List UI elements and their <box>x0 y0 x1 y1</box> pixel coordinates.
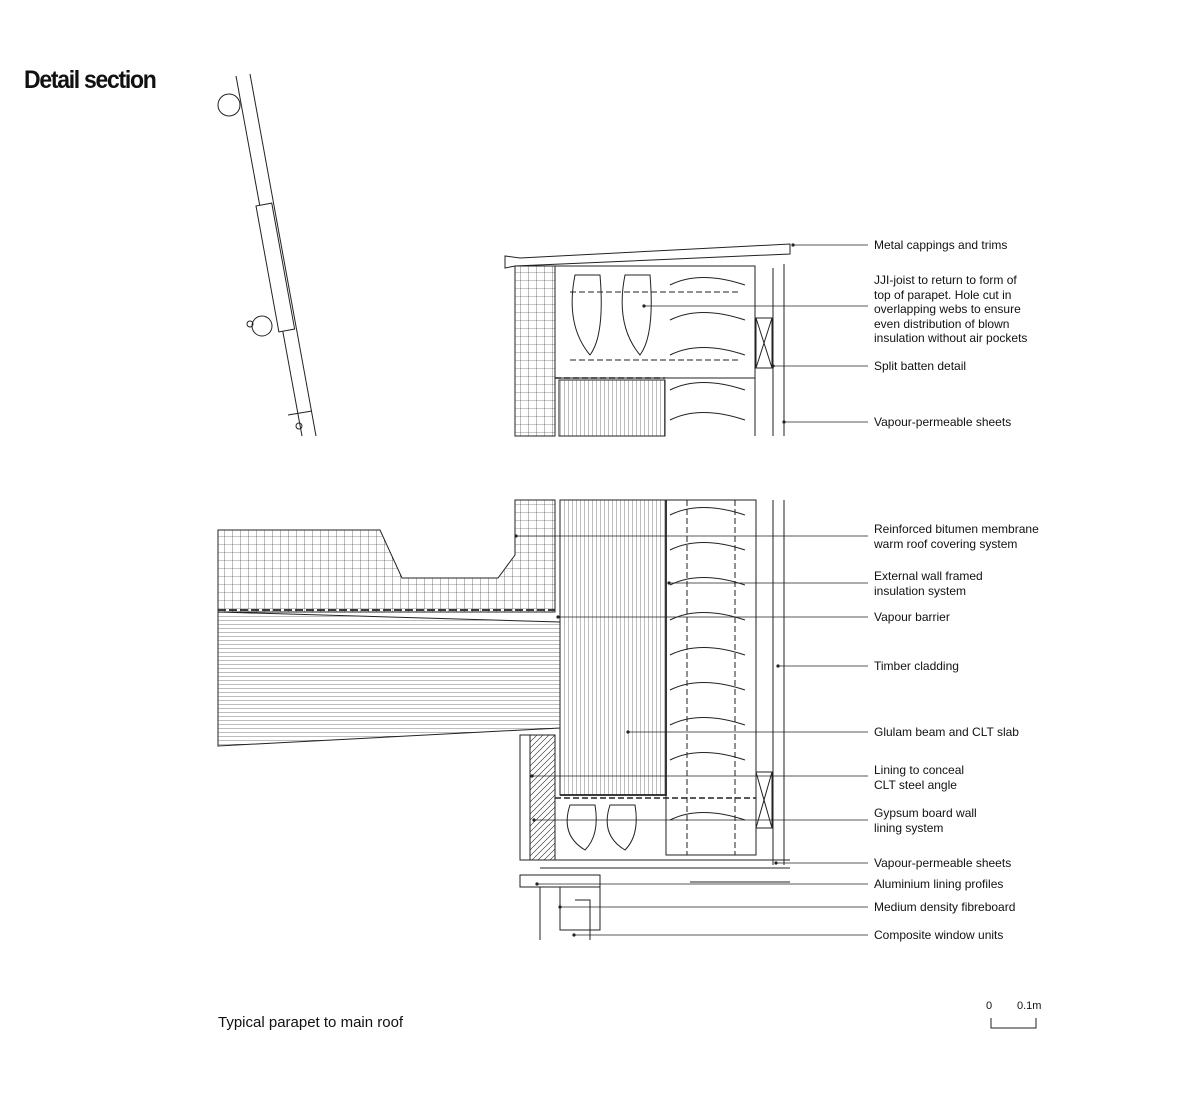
page-title: Detail section <box>24 66 156 94</box>
label-jji-joist-5: insulation without air pockets <box>874 331 1028 345</box>
label-composite-window: Composite window units <box>874 928 1004 942</box>
label-gypsum-board-1: Gypsum board wall <box>874 806 977 820</box>
label-aluminium-lining: Aluminium lining profiles <box>874 877 1004 891</box>
label-jji-joist-2: top of parapet. Hole cut in <box>874 287 1012 302</box>
label-vapour-barrier: Vapour barrier <box>874 610 950 624</box>
label-gypsum-board-2: lining system <box>874 820 944 835</box>
label-bitumen-membrane-2: warm roof covering system <box>874 536 1018 551</box>
label-vapour-permeable-lower: Vapour-permeable sheets <box>874 856 1012 870</box>
key-plan <box>218 74 316 436</box>
scale-bar <box>991 1018 1036 1028</box>
scale-end-label: 0.1m <box>1017 1000 1042 1012</box>
label-bitumen-membrane-1: Reinforced bitumen membrane <box>874 522 1039 536</box>
parapet-lower <box>218 500 790 940</box>
label-lining-conceal-1: Lining to conceal <box>874 763 965 777</box>
label-external-wall-2: insulation system <box>874 583 967 598</box>
label-split-batten: Split batten detail <box>874 359 967 373</box>
label-metal-cappings: Metal cappings and trims <box>874 238 1008 252</box>
parapet-upper <box>505 244 790 436</box>
label-mdf: Medium density fibreboard <box>874 900 1016 914</box>
label-jji-joist-4: even distribution of blown <box>874 316 1010 331</box>
label-jji-joist-1: JJI-joist to return to form of <box>874 273 1017 287</box>
label-glulam-beam: Glulam beam and CLT slab <box>874 725 1019 739</box>
label-lining-conceal-2: CLT steel angle <box>874 777 957 792</box>
label-external-wall-1: External wall framed <box>874 569 983 583</box>
label-vapour-permeable-upper: Vapour-permeable sheets <box>874 415 1012 429</box>
scale-start-label: 0 <box>986 1000 993 1012</box>
label-timber-cladding: Timber cladding <box>874 659 959 673</box>
drawing-caption: Typical parapet to main roof <box>218 1014 404 1031</box>
label-jji-joist-3: overlapping webs to ensure <box>874 302 1021 316</box>
